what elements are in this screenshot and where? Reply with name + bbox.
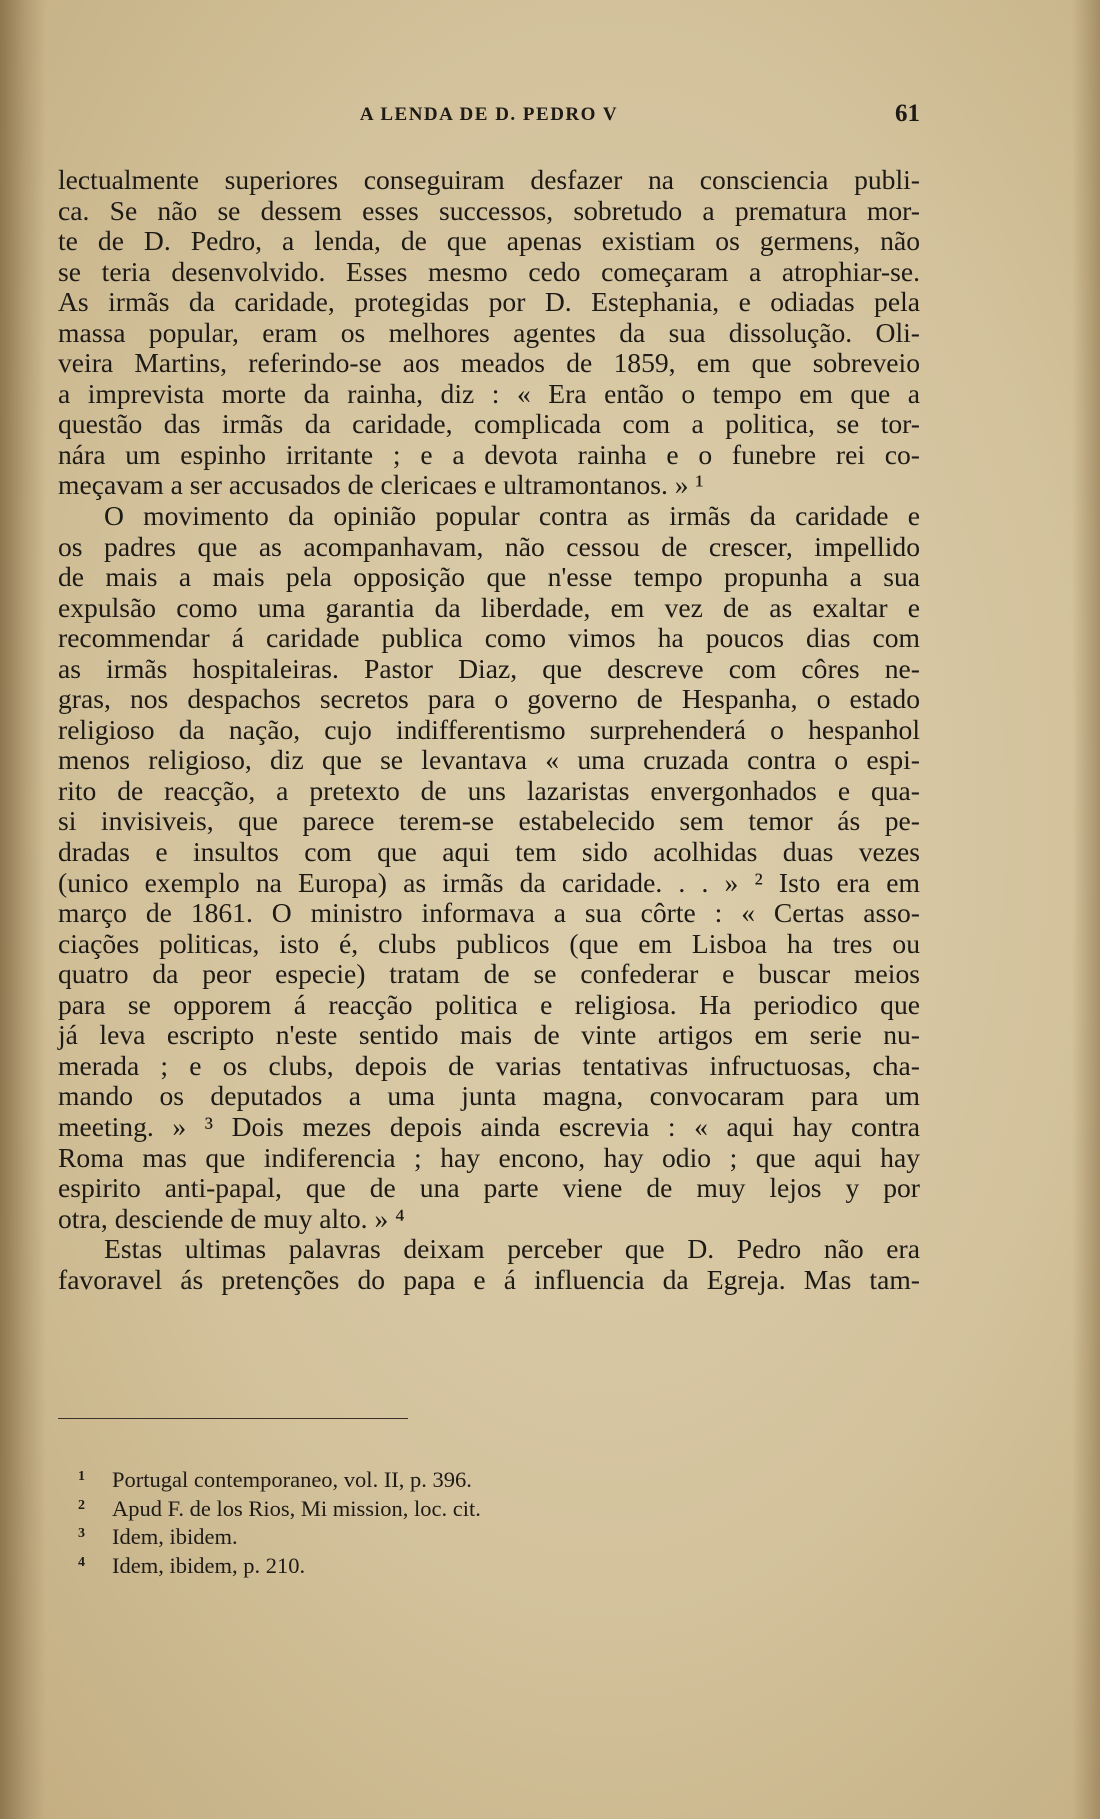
footnote-marker: 3: [78, 1526, 85, 1541]
text-line: merada ; e os clubs, depois de varias tentativas infructuosas, cha-: [58, 1049, 920, 1081]
text-line: (unico exemplo na Europa) as irmãs da caridade. . . » ² Isto era em: [58, 866, 920, 898]
text-line: gras, nos despachos secretos para o governo de Hespanha, o estado: [58, 683, 920, 715]
text-line: de mais a mais pela opposição que n'esse tempo propunha a sua: [58, 561, 920, 593]
text-line: otra, desciende de muy alto. » ⁴: [58, 1202, 405, 1234]
footnotes: [78, 1464, 812, 1578]
text-line: para se opporem á reacção politica e religiosa. Ha periodico que: [58, 988, 920, 1020]
footnote-text: Portugal contemporaneo, vol. II, p. 396.: [112, 1467, 472, 1492]
text-line: te de D. Pedro, a lenda, de que apenas existiam os germens, não: [58, 225, 920, 257]
footnote-marker: 4: [78, 1554, 85, 1570]
text-line: questão das irmãs da caridade, complicada com a politica, se tor-: [58, 408, 920, 440]
running-head: A LENDA DE D. PEDRO V: [359, 104, 619, 125]
text-line: as irmãs hospitaleiras. Pastor Diaz, que descreve com côres ne-: [58, 652, 920, 684]
text-line: si invisiveis, que parece terem-se estabelecido sem temor ás pe-: [58, 805, 920, 837]
page-number: 61: [895, 100, 920, 127]
text-line: favoravel ás pretenções do papa e á influencia da Egreja. Mas tam-: [58, 1263, 920, 1295]
footnote-divider: [58, 1418, 408, 1419]
footnote-text: Idem, ibidem, p. 210.: [112, 1552, 306, 1578]
text-line: nára um espinho irritante ; e a devota rainha e o funebre rei co-: [58, 438, 920, 470]
text-line: a imprevista morte da rainha, diz : « Era então o tempo em que a: [58, 377, 920, 409]
page-header: [58, 100, 920, 138]
text-line: menos religioso, diz que se levantava « uma cruzada contra o espi-: [58, 744, 920, 776]
text-line: veira Martins, referindo-se aos meados de 1859, em que sobreveio: [58, 347, 920, 379]
text-line: se teria desenvolvido. Esses mesmo cedo começaram a atrophiar-se.: [58, 255, 920, 287]
text-line: recommendar á caridade publica como vimos ha poucos dias com: [58, 622, 920, 654]
footnote: [78, 1550, 812, 1579]
footnote: [78, 1493, 812, 1522]
text-line: meçavam a ser accusados de clericaes e ultramontanos. » ¹: [58, 469, 704, 501]
paragraph-start-line: Estas ultimas palavras deixam perceber que D. Pedro não era: [104, 1233, 920, 1265]
footnote: [78, 1464, 812, 1493]
text-line: Roma mas que indiferencia ; hay encono, hay odio ; que aqui hay: [58, 1141, 920, 1173]
text-line: os padres que as acompanhavam, não cessou de crescer, impellido: [58, 530, 920, 562]
footnote-marker: 2: [78, 1497, 85, 1513]
footnote-marker: 1: [78, 1469, 85, 1484]
text-line: ca. Se não se dessem esses successos, sobretudo a prematura mor-: [58, 194, 920, 226]
text-line: já leva escripto n'este sentido mais de vinte artigos em serie nu-: [58, 1019, 920, 1051]
text-line: As irmãs da caridade, protegidas por D. Estephania, e odiadas pela: [58, 286, 920, 318]
text-line: religioso da nação, cujo indifferentismo surprehenderá o hespanhol: [58, 713, 920, 745]
body-text: [58, 165, 920, 1295]
text-line: quatro da peor especie) tratam de se confederar e buscar meios: [58, 958, 920, 990]
text-line: espirito anti-papal, que de una parte viene de muy lejos y por: [58, 1172, 920, 1204]
text-line: rito de reacção, a pretexto de uns lazaristas envergonhados e qua-: [58, 774, 920, 806]
text-line: massa popular, eram os melhores agentes da sua dissolução. Oli-: [58, 316, 920, 348]
paragraph-start-line: O movimento da opinião popular contra as irmãs da caridade e: [104, 500, 920, 532]
text-line: expulsão como uma garantia da liberdade, em vez de as exaltar e: [58, 591, 920, 623]
text-line: dradas e insultos com que aqui tem sido acolhidas duas vezes: [58, 836, 920, 868]
text-line: ciações politicas, isto é, clubs publicos (que em Lisboa ha tres ou: [58, 927, 920, 959]
text-line: março de 1861. O ministro informava a sua côrte : « Certas asso-: [58, 897, 920, 929]
footnote-text: Idem, ibidem.: [112, 1524, 238, 1549]
footnote-text: Apud F. de los Rios, Mi mission, loc. cit.: [112, 1495, 481, 1521]
text-line: meeting. » ³ Dois mezes depois ainda escrevia : « aqui hay contra: [58, 1110, 920, 1142]
footnote: [78, 1521, 812, 1550]
text-line: lectualmente superiores conseguiram desfazer na consciencia publi-: [58, 164, 920, 195]
text-line: mando os deputados a uma junta magna, convocaram para um: [58, 1080, 920, 1112]
